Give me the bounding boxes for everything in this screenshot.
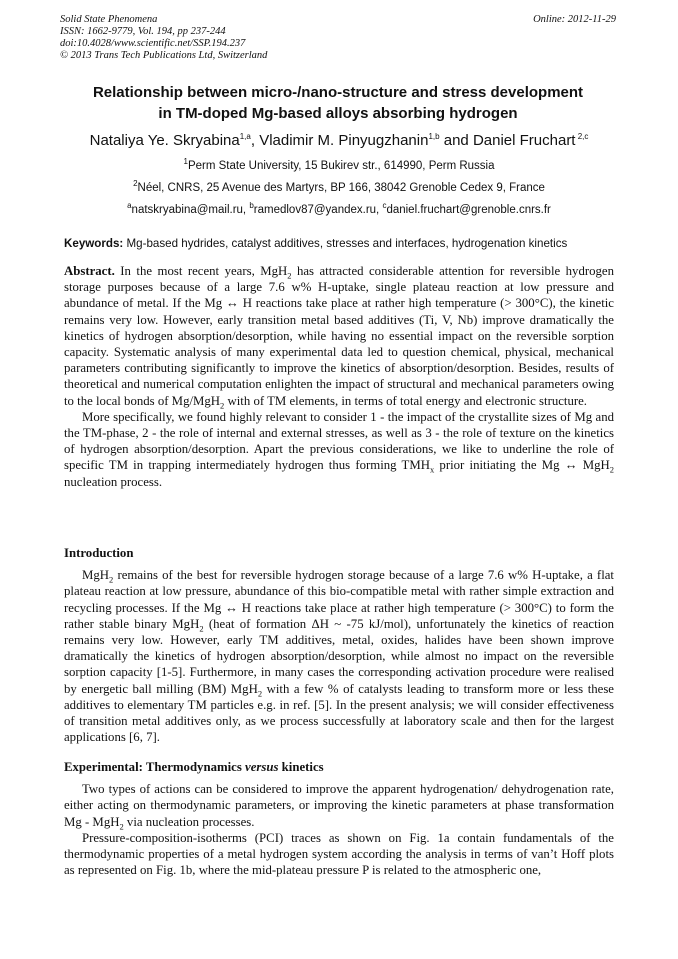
abstract-section [64, 263, 614, 490]
text-run: with a few % of catalysts leading to transform more or less these additives to elementary TM particles e.g. in ref. [5]. In the present analysis; we will consider effectiveness of transition metal additives only, as we process successfully at laboratory scale and then for the largest applications [6, 7]. [64, 681, 614, 745]
introduction-section [64, 545, 614, 745]
author-separator: and [439, 132, 473, 149]
subscript: 2 [287, 270, 292, 281]
text-run: versus [245, 760, 279, 774]
copyright-line: © 2013 Trans Tech Publications Ltd, Switzerland [60, 50, 268, 61]
body-paragraph [64, 781, 614, 830]
body-paragraph [64, 567, 614, 745]
author-superscript: 1,b [428, 132, 440, 141]
section-heading: Introduction [64, 546, 134, 560]
email-marker: b [249, 201, 254, 211]
affiliation-marker: 1 [183, 157, 188, 167]
title-line-1: Relationship between micro-/nano-structure and stress development [92, 84, 584, 101]
online-date: Online: 2012-11-29 [533, 14, 616, 25]
title-line-2: in TM-doped Mg-based alloys absorbing hydrogen [158, 105, 518, 122]
author-name: Daniel Fruchart [472, 132, 576, 149]
email-link[interactable]: daniel.fruchart@grenoble.cnrs.fr [386, 204, 551, 216]
journal-name: Solid State Phenomena [60, 14, 158, 25]
affiliation-text: Perm State University, 15 Bukirev str., 614990, Perm Russia [187, 160, 495, 172]
subscript: 2 [257, 688, 263, 699]
text-run: via nucleation processes. [123, 814, 255, 829]
abstract-paragraph [64, 409, 614, 490]
text-run: In the most recent years, MgH [114, 264, 288, 278]
text-run: has attracted considerable attention for reversible hydrogen storage purposes because of a large 7.6 w% H-uptake, single plateau reaction at low pressure and abundance of metal. If the Mg ↔ H reactions take place at rather high temperature (> 300°C), the kinetic remains very low. However, early transition metal based additives (Ti, V, Nb) improve dramatically the kinetics of hydrogen absorption/desorption, while having no essential impact on the reversible sorption capacity. Systematic analysis of many experimental data led to question chemical, physical, mechanical parameters contributing significantly to improve the kinetics of absorption/desorption. Besides, results of theoretical and numerical computation enlighten the impact of structural and mechanical parameters owing to the local bonds of Mg/MgH [64, 264, 614, 408]
section-heading [64, 759, 614, 775]
experimental-section [64, 759, 614, 878]
author-name: Nataliya Ye. Skryabina [89, 132, 240, 149]
subscript: 2 [119, 821, 124, 832]
text-run: Two types of actions can be considered to improve the apparent hydrogenation/ dehydrogenation rate, either acting on thermodynamic parameters, or improving the kinetic parameters at phase transformation Mg - MgH [64, 782, 614, 829]
text-run: More specifically, we found highly relevant to consider 1 - the impact of the crystallite sizes of Mg and the TM-phase, 2 - the role of internal and external stresses, as well as 3 - the role of texture on the kinetics of hydrogen absorption/desorption. Apart the previous considerations, we like to underline the role of specific TM in trapping intermediately hydrogen thus forming TMH [64, 409, 614, 473]
keywords [64, 236, 624, 251]
affiliation-text: Néel, CNRS, 25 Avenue des Martyrs, BP 166, 38042 Grenoble Cedex 9, France [137, 182, 545, 194]
body-paragraph: Pressure-composition-isotherms (PCI) traces as shown on Fig. 1a contain fundamentals of the thermodynamic properties of a metal hydrogen system according the analysis in terms of van’t Hoff plots as represented on Fig. 1b, where the mid-plateau pressure P is related to the atmospheric one, [64, 830, 614, 878]
issn-line: ISSN: 1662-9779, Vol. 194, pp 237-244 [60, 26, 226, 37]
affiliation-marker: 2 [133, 179, 138, 189]
subscript: 2 [220, 400, 225, 411]
author-separator: , [250, 132, 260, 149]
subscript: 2 [199, 623, 204, 634]
text-run: (heat of formation ΔH ~ -75 kJ/mol), unfortunately the kinetics of reaction remains very low. However, early TM additives, metal, oxides, halides have been shown improve dramatically the kinetics of hydrogen absorption/desorption, while almost no impact on the reversible sorption capacity [1-5]. Furthermore, in many cases the corresponding activation procedure were realised by energetic ball milling (BM) MgH [64, 616, 614, 696]
affiliation-2 [40, 181, 638, 195]
keywords-text: Mg-based hydrides, catalyst additives, stresses and interfaces, hydrogenation kinetics [123, 237, 568, 250]
doi-line: doi:10.4028/www.scientific.net/SSP.194.237 [60, 38, 246, 49]
author-superscript: 2,c [575, 132, 589, 141]
abstract-label: Abstract. [64, 264, 115, 278]
text-run: MgH [82, 568, 110, 583]
text-run: Experimental: Thermodynamics [64, 760, 246, 774]
email-marker: c [382, 201, 387, 211]
author-name: Vladimir M. Pinyugzhanin [259, 132, 429, 149]
text-run: remains of the best for reversible hydrogen storage because of a large 7.6 w% H-uptake, a flat plateau reaction at low pressure, abundance of this bio-compatible metal with rather simple extraction and recycling processes. If the Mg ↔ H reactions take place at rather high temperature (> 300°C) to form the rather stable binary MgH [64, 568, 614, 631]
text-run: nucleation process. [64, 474, 163, 489]
email-marker: a [127, 201, 132, 211]
subscript: 2 [109, 574, 114, 585]
email-link[interactable]: ramedlov87@yandex.ru, [253, 204, 383, 216]
subscript: 2 [609, 464, 615, 475]
affiliation-1 [40, 159, 638, 173]
keywords-label: Keywords: [64, 237, 124, 250]
abstract-paragraph [64, 263, 614, 409]
text-run: prior initiating the Mg ↔ MgH [434, 458, 610, 473]
journal-header [60, 14, 616, 62]
text-run: with of TM elements, in terms of total energy and electronic structure. [224, 393, 588, 408]
author-superscript: 1,a [239, 132, 251, 141]
text-run: kinetics [278, 760, 324, 774]
author-list [40, 131, 638, 151]
email-link[interactable]: natskryabina@mail.ru, [131, 204, 250, 216]
subscript: x [429, 464, 435, 475]
paper-title [60, 82, 616, 124]
author-emails [40, 203, 638, 217]
